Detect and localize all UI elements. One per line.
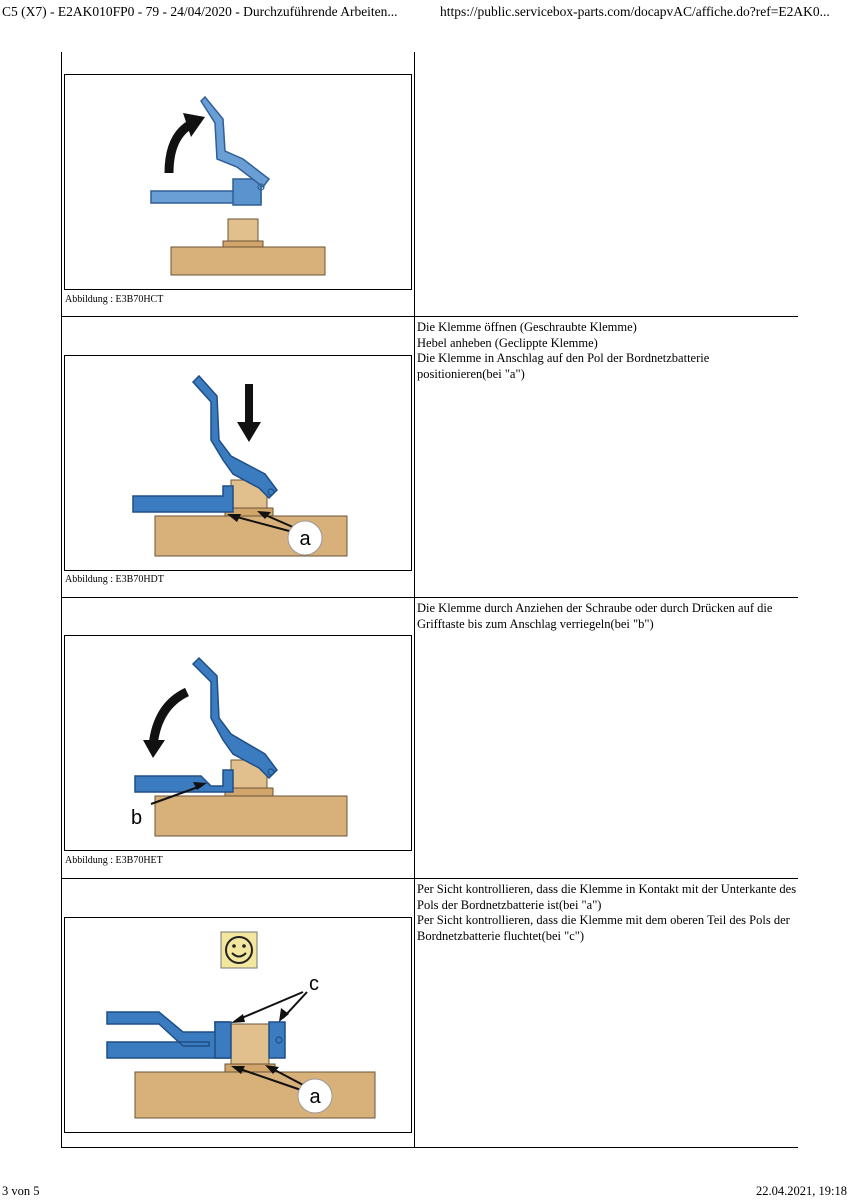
figure-caption: Abbildung : E3B70HET bbox=[65, 855, 163, 866]
table-row-divider bbox=[61, 878, 798, 879]
table-row-divider bbox=[61, 597, 798, 598]
table-border-bottom bbox=[61, 1147, 798, 1148]
step-text: Die Klemme öffnen (Geschraubte Klemme) bbox=[417, 320, 637, 334]
callout-label-a: a bbox=[309, 1086, 321, 1108]
print-datetime: 22.04.2021, 19:18 bbox=[756, 1184, 847, 1198]
table-border-left bbox=[61, 52, 62, 1148]
figure-caption: Abbildung : E3B70HCT bbox=[65, 294, 164, 305]
step-text: Per Sicht kontrollieren, dass die Klemme in Kontakt mit der Unterkante des Pols der Bordnetzbatterie ist(bei "a") bbox=[417, 882, 800, 912]
table-border-middle bbox=[414, 52, 415, 1148]
step-instructions bbox=[417, 882, 800, 944]
page-header-url: https://public.servicebox-parts.com/docapvAC/affiche.do?ref=E2AK0... bbox=[440, 4, 830, 19]
figure-caption: Abbildung : E3B70HDT bbox=[65, 574, 164, 585]
step-text: Per Sicht kontrollieren, dass die Klemme mit dem oberen Teil des Pols der Bordnetzbatterie fluchtet(bei "c") bbox=[417, 913, 793, 943]
callout-label-b: b bbox=[131, 807, 143, 829]
page-number: 3 von 5 bbox=[2, 1184, 40, 1198]
step-instructions bbox=[417, 601, 797, 632]
step-text: Die Klemme durch Anziehen der Schraube oder durch Drücken auf die Grifftaste bis zum Anschlag verriegeln(bei "b") bbox=[417, 601, 776, 631]
step-instructions bbox=[417, 320, 797, 382]
figure-clamp-check bbox=[64, 917, 412, 1133]
step-text: Die Klemme in Anschlag auf den Pol der Bordnetzbatterie positionieren(bei "a") bbox=[417, 351, 713, 381]
figure-clamp-position bbox=[64, 355, 412, 571]
figure-clamp-open bbox=[64, 74, 412, 290]
step-text: Hebel anheben (Geclippte Klemme) bbox=[417, 335, 598, 350]
callout-label-a: a bbox=[299, 528, 311, 550]
table-row-divider bbox=[61, 316, 798, 317]
callout-label-c: c bbox=[309, 973, 319, 995]
figure-clamp-lock bbox=[64, 635, 412, 851]
page-header-title: C5 (X7) - E2AK010FP0 - 79 - 24/04/2020 - Durchzuführende Arbeiten... bbox=[2, 4, 398, 19]
